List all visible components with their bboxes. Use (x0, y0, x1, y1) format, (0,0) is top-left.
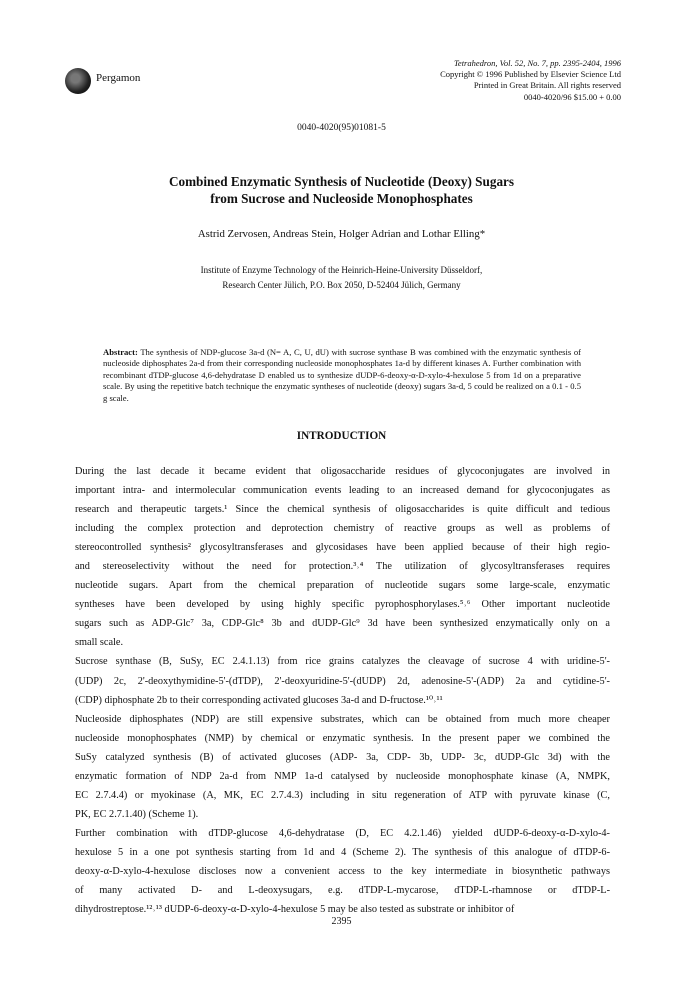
body-line: including the complex protection and deprotection chemistry of reactive groups as well as problems of (75, 523, 610, 535)
affiliation-line-2: Research Center Jülich, P.O. Box 2050, D-52404 Jülich, Germany (222, 280, 461, 290)
body-line: PK, EC 2.7.1.40) (Scheme 1). (75, 808, 199, 820)
body-line: enzymatic formation of NDP 2a-d from NMP 1a-d catalysed by nucleoside monophosphate kinase (A, NMPK, (75, 770, 610, 782)
author-list: Astrid Zervosen, Andreas Stein, Holger Adrian and Lothar Elling* (197, 228, 486, 240)
body-line: small scale. (75, 637, 124, 649)
body-line: nucleotide sugars. Apart from the chemical preparation of nucleotide sugars some large-scale, enzymatic (75, 580, 610, 592)
body-line: (UDP) 2c, 2'-deoxythymidine-5'-(dTDP), 2'-deoxyuridine-5'-(dUDP) 2d, adenosine-5'-(ADP) 2a and cytidine-5'- (75, 675, 610, 687)
body-line: (CDP) diphosphate 2b to their corresponding activated glucoses 3a-d and D-fructose.¹⁰˒¹¹ (75, 694, 443, 706)
abstract (103, 347, 581, 404)
publisher-name: Pergamon (96, 72, 141, 84)
page-number: 2395 (331, 916, 352, 927)
section-heading: INTRODUCTION (296, 430, 387, 442)
body-line: Sucrose synthase (B, SuSy, EC 2.4.1.13) from rice grains catalyzes the cleavage of sucrose 4 with uridine-5'- (75, 656, 610, 668)
printed-line: Printed in Great Britain. All rights reserved (473, 80, 621, 91)
body-line: nucleoside monophosphates (NMP) by chemical or enzymatic synthesis. In the present paper we combined the (75, 732, 610, 744)
affiliation-line-1: Institute of Enzyme Technology of the Heinrich-Heine-University Düsseldorf, (200, 265, 483, 275)
paper-title (0, 173, 683, 207)
abstract-text: The synthesis of NDP-glucose 3a-d (N= A, C, U, dU) with sucrose synthase B was combined with the enzymatic synthesis of nucleoside diphosphates 2a-d from their corresponding nucleoside monophosphates 1a-d by different kinases A. Further combination with recombinant dTDP-glucose 4,6-dehydratase D enabled us to synthesize dUDP-6-deoxy-α-D-xylo-4-hexulose 5 from 1d on a preparative scale. By using the repetitive batch technique the enzymatic syntheses of nucleotide (deoxy) sugars 3a-d, 5 could be realized on a 0.1 - 0.5 g scale. (103, 347, 581, 403)
body-line: EC 2.7.4.4) or myokinase (A, MK, EC 2.7.4.3) including in situ regeneration of ATP with pyruvate kinase (C, (75, 789, 610, 801)
body-line: SuSy catalyzed synthesis (B) of activated glucoses (ADP- 3a, CDP- 3b, UDP- 3c, dUDP-Glc 3d) with the (75, 751, 610, 763)
body-line: Nucleoside diphosphates (NDP) are still expensive substrates, which can be obtained from much more cheaper (75, 713, 610, 725)
body-line: syntheses have been developed by using highly specific pyrophosphorylases.⁵˒⁶ Other important nucleotide (75, 599, 610, 611)
body-line: dihydrostreptose.¹²˒¹³ dUDP-6-deoxy-α-D-xylo-4-hexulose 5 may be also tested as substrate or inhibitor of (75, 904, 515, 916)
body-line: hexulose 5 in a one pot synthesis starting from 1d and 4 (Scheme 2). The synthesis of this analogue of dTDP-6- (75, 846, 610, 858)
journal-info (321, 58, 621, 103)
journal-citation: Tetrahedron, Vol. 52, No. 7, pp. 2395-2404, 1996 (453, 58, 621, 68)
copyright-line: Copyright © 1996 Published by Elsevier Science Ltd (440, 69, 621, 80)
article-doi: 0040-4020(95)01081-5 (297, 123, 386, 133)
title-line-2: from Sucrose and Nucleoside Monophosphates (210, 191, 473, 206)
affiliation (0, 263, 683, 293)
publisher-logo (65, 68, 91, 94)
body-line: deoxy-α-D-xylo-4-hexulose discloses now a convenient access to the key intermediate in biosynthetic pathways (75, 865, 610, 877)
body-line: research and therapeutic targets.¹ Since the chemical synthesis of oligosaccharides is quite difficult and tedious (75, 504, 610, 516)
body-text (75, 462, 610, 919)
body-line: During the last decade it became evident that oligosaccharide residues of glycoconjugates are involved in (75, 466, 610, 477)
abstract-label: Abstract: (103, 347, 138, 357)
body-line: stereocontrolled synthesis² glycosyltransferases and glycosidases have been applied because of their high regio- (75, 542, 610, 554)
title-line-1: Combined Enzymatic Synthesis of Nucleotide (Deoxy) Sugars (168, 174, 515, 189)
body-line: Further combination with dTDP-glucose 4,6-dehydratase (D, EC 4.2.1.46) yielded dUDP-6-deoxy-α-D-xylo-4- (75, 827, 610, 839)
body-line: important intra- and intermolecular communication events leading to an increased demand for glycoconjugates as (75, 485, 610, 497)
body-line: and stereoselectivity without the need for protection.³˒⁴ The utilization of glycosyltransferases requires (75, 561, 610, 573)
body-line: sugars such as ADP-Glc⁷ 3a, CDP-Glc⁸ 3b and dUDP-Glc⁹ 3d have been synthesized enzymatically only on a (75, 618, 610, 630)
body-line: of many activated D- and L-deoxysugars, e.g. dTDP-L-mycarose, dTDP-L-rhamnose or dTDP-L- (75, 885, 610, 897)
issn-line: 0040-4020/96 $15.00 + 0.00 (523, 91, 621, 102)
